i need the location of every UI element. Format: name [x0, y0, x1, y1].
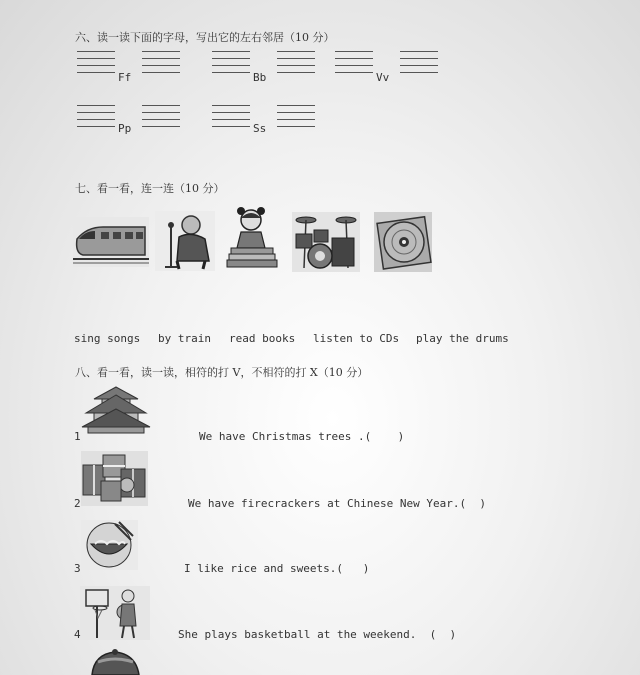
item-1-sentence[interactable]: We have Christmas trees .( ) [199, 430, 405, 443]
item-1-number: 1 [74, 430, 81, 443]
phrase-play-the-drums[interactable]: play the drums [416, 332, 509, 345]
item-3-number: 3 [74, 562, 81, 575]
writing-lines[interactable] [77, 105, 115, 127]
letter-bb: Bb [253, 71, 267, 84]
letter-ss: Ss [253, 122, 267, 135]
item-2-sentence[interactable]: We have firecrackers at Chinese New Year.( ) [188, 497, 487, 510]
item-3-sentence[interactable]: I like rice and sweets.( ) [184, 562, 370, 575]
section7-heading: 七、看一看，连一连（10 分） [75, 182, 225, 195]
phrase-listen-to-cds[interactable]: listen to CDs [313, 332, 400, 345]
writing-lines[interactable] [335, 51, 373, 73]
letter-ff: Ff [118, 71, 132, 84]
writing-lines[interactable] [212, 105, 250, 127]
phrase-read-books[interactable]: read books [229, 332, 296, 345]
writing-lines[interactable] [277, 105, 315, 127]
singer-icon [155, 211, 215, 271]
writing-lines[interactable] [77, 51, 115, 73]
hat-icon [88, 648, 143, 675]
writing-lines[interactable] [142, 51, 180, 73]
item-2-number: 2 [74, 497, 81, 510]
writing-lines[interactable] [277, 51, 315, 73]
basketball-girl-icon [80, 586, 150, 640]
phrase-by-train[interactable]: by train [158, 332, 211, 345]
writing-lines[interactable] [400, 51, 438, 73]
phrase-sing-songs[interactable]: sing songs [74, 332, 141, 345]
section6-heading: 六、读一读下面的字母，写出它的左右邻居（10 分） [75, 31, 335, 44]
writing-lines[interactable] [142, 105, 180, 127]
section8-heading: 八、看一看，读一读，相符的打 V，不相符的打 X（10 分） [75, 366, 369, 379]
drum-set-icon [292, 212, 360, 272]
pagoda-icon [80, 385, 152, 435]
letter-vv: Vv [376, 71, 390, 84]
writing-lines[interactable] [212, 51, 250, 73]
noodle-bowl-icon [81, 520, 138, 570]
girl-reading-books-icon [225, 204, 278, 270]
train-icon [73, 217, 149, 267]
item-4-sentence[interactable]: She plays basketball at the weekend. ( ) [178, 628, 457, 641]
letter-pp: Pp [118, 122, 132, 135]
item-4-number: 4 [74, 628, 81, 641]
cd-icon [374, 212, 432, 272]
gift-boxes-icon [81, 451, 148, 506]
